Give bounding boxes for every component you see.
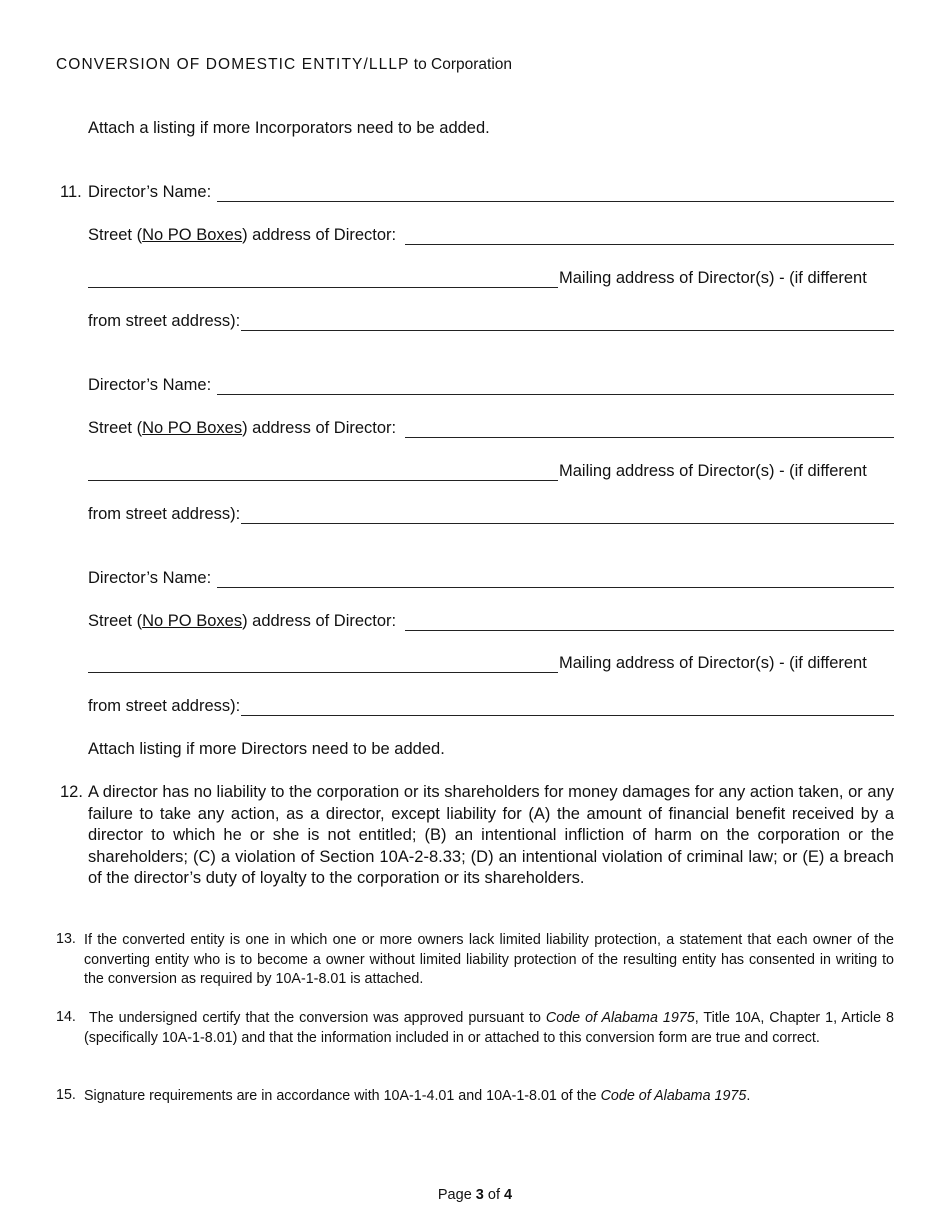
director-1-mailing-label: Mailing address of Director(s) - (if different — [559, 269, 867, 287]
director-1-mailing-field[interactable] — [241, 330, 894, 331]
item-14-number: 14. — [56, 1009, 76, 1025]
no-po-boxes-note: No PO Boxes — [142, 419, 243, 437]
director-2-mailing-cont-label: from street address): — [88, 505, 241, 523]
director-3-street-field-cont[interactable] — [88, 672, 558, 673]
item-15-number: 15. — [56, 1087, 76, 1103]
director-2-street-field-cont[interactable] — [88, 480, 558, 481]
item-12-text: A director has no liability to the corporation or its shareholders for money damages for any action taken, or any failure to take any action, as a director, except liability for (A) the amount of financial benefit received by a director to which he or she is not entitled; (B) an intentional infliction of harm on the corporation or the shareholders; (C) a violation of Section 10A-2-8.33; (D) an intentional violation of criminal law; or (E) a breach of the director’s duty of loyalty to the corporation or its shareholders. — [88, 783, 894, 887]
director-3-mailing-field[interactable] — [241, 715, 894, 716]
document-header — [56, 56, 512, 74]
director-2-street-field[interactable] — [405, 437, 894, 438]
page-number: Page 3 of 4 — [437, 1187, 513, 1203]
code-of-alabama-ref: Code of Alabama 1975 — [545, 1010, 695, 1026]
item-13-number: 13. — [56, 931, 76, 947]
director-3-name-field[interactable] — [217, 587, 894, 588]
director-1-street-field[interactable] — [405, 244, 894, 245]
director-2-street-label: Street (No PO Boxes) address of Director: — [88, 419, 397, 437]
director-2-name-field[interactable] — [217, 394, 894, 395]
director-3-mailing-label: Mailing address of Director(s) - (if different — [559, 654, 867, 672]
item-14-text: The undersigned certify that the conversion was approved pursuant to Code of Alabama 1975, Title 10A, Chapter 1, Article 8 (specifically 10A-1-8.01) and that the information included in or attached to this conversion form are true and correct. — [84, 1010, 894, 1046]
header-title-caps: CONVERSION OF DOMESTIC ENTITY/LLLP — [56, 56, 410, 73]
director-3-street-field[interactable] — [405, 630, 894, 631]
director-2-name-label: Director’s Name: — [88, 376, 212, 394]
code-of-alabama-ref: Code of Alabama 1975 — [600, 1088, 747, 1104]
incorporators-note: Attach a listing if more Incorporators need to be added. — [88, 119, 490, 137]
directors-attach-note: Attach listing if more Directors need to be added. — [88, 740, 445, 758]
director-2-mailing-field[interactable] — [241, 523, 894, 524]
item-13-text: If the converted entity is one in which one or more owners lack limited liability protection, a statement that each owner of the converting entity who is to become a owner without limited liability protection of the resulting entity has consented in writing to the conversion as required by 10A-1-8.01 is attached. — [84, 932, 894, 987]
item-12-number: 12. — [60, 783, 83, 801]
header-title-rest: to Corporation — [409, 56, 513, 73]
item-15-text: Signature requirements are in accordance with 10A-1-4.01 and 10A-1-8.01 of the Code of Alabama 1975. — [84, 1088, 751, 1104]
director-1-name-field[interactable] — [217, 201, 894, 202]
director-3-name-label: Director’s Name: — [88, 569, 212, 587]
director-2-mailing-label: Mailing address of Director(s) - (if different — [559, 462, 867, 480]
no-po-boxes-note: No PO Boxes — [142, 612, 243, 630]
director-3-mailing-cont-label: from street address): — [88, 697, 241, 715]
director-3-street-label: Street (No PO Boxes) address of Director: — [88, 612, 397, 630]
no-po-boxes-note: No PO Boxes — [142, 226, 243, 244]
director-1-name-label: Director’s Name: — [88, 183, 212, 201]
director-1-mailing-cont-label: from street address): — [88, 312, 241, 330]
director-1-street-label: Street (No PO Boxes) address of Director: — [88, 226, 397, 244]
director-1-street-field-cont[interactable] — [88, 287, 558, 288]
item-11-number: 11. — [60, 183, 82, 201]
